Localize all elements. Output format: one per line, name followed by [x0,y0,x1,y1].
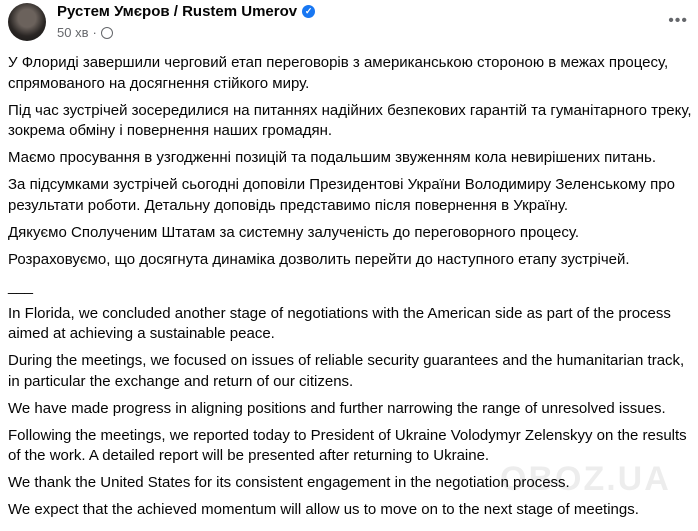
watermark-logo: OBOZ.UA [500,460,671,498]
post-time[interactable]: 50 хв [57,25,89,40]
post-paragraph: Маємо просування в узгодженні позицій та подальшим звуженням кола невирішених питань. [8,149,656,166]
post-meta [57,25,113,40]
verified-badge-icon: ✓ [302,5,315,18]
post-paragraph: In Florida, we concluded another stage of negotiations with the American side as part of the process aimed at achieving a sustainable peace. [8,304,671,342]
post-header [0,0,698,48]
post-paragraph: During the meetings, we focused on issues of reliable security guarantees and the humanitarian track, in particular the exchange and return of our citizens. [8,352,685,390]
globe-icon [101,27,113,39]
more-options-button[interactable]: ••• [668,12,688,29]
meta-separator: · [92,25,97,40]
author-name-text[interactable]: Рустем Умєров / Rustem Umerov [57,3,298,20]
post-paragraph: We expect that the achieved momentum will allow us to move on to the next stage of meetings. [8,501,639,518]
post-paragraph: We have made progress in aligning positions and further narrowing the range of unresolved issues. [8,399,666,417]
post-paragraph: Following the meetings, we reported today to President of Ukraine Volodymyr Zelenskyy on the results of the work. A detailed report will be presented after returning to Ukraine. [8,426,687,464]
post-separator: ___ [8,277,34,295]
post-paragraph: Дякуємо Сполученим Штатам за системну залученість до переговорного процесу. [8,223,580,241]
post-paragraph: У Флориді завершили черговий етап переговорів з американською стороною в межах процесу, спрямованого на досягнення стійкого миру. [8,54,669,92]
avatar[interactable] [8,3,46,41]
post-paragraph: Під час зустрічей зосередилися на питаннях надійних безпекових гарантій та гуманітарного треку, зокрема обміну і повернення наших громадян. [8,101,692,139]
post-paragraph: За підсумками зустрічей сьогодні доповіли Президентові України Володимиру Зеленському про результати роботи. Детальну доповідь представимо після повернення в Україну. [8,176,675,214]
post-paragraph: Розраховуємо, що досягнута динаміка дозволить перейти до наступного етапу зустрічей. [8,250,630,268]
author-name[interactable] [57,3,315,20]
post-paragraph: We thank the United States for its consistent engagement in the negotiation process. [8,474,570,491]
post-content [8,53,692,527]
